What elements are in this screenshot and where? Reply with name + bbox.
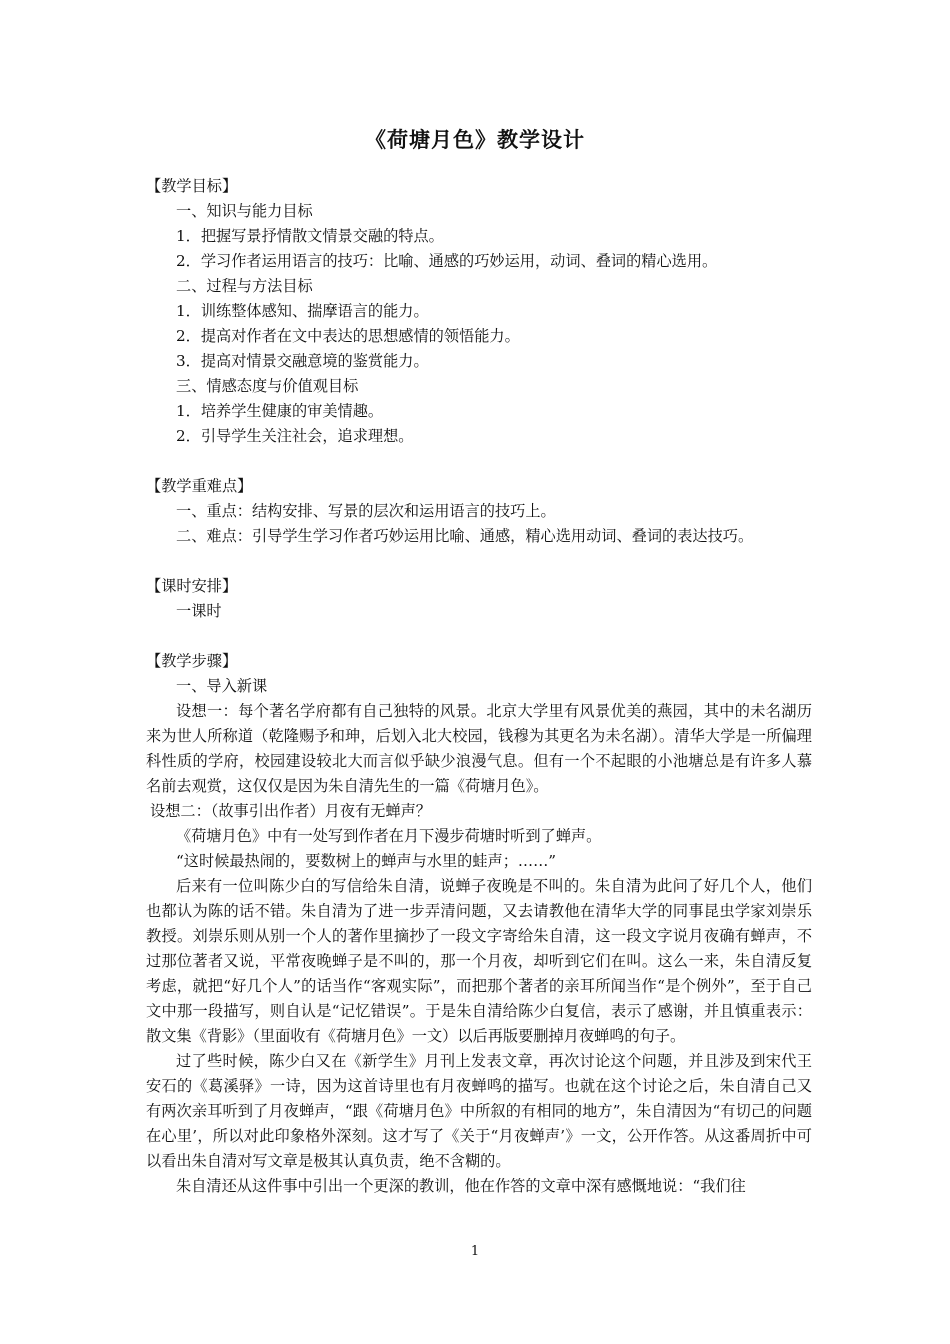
document-title: 《荷塘月色》教学设计	[365, 127, 585, 152]
keypoint-line: 一、重点：结构安排、写景的层次和运用语言的技巧上。	[176, 502, 556, 520]
section-heading-steps: 【教学步骤】	[146, 652, 238, 670]
section-heading-keypoints: 【教学重难点】	[146, 477, 253, 495]
goal-line: 二、过程与方法目标	[176, 277, 313, 295]
goal-line: 1．把握写景抒情散文情景交融的特点。	[176, 227, 444, 245]
steps-subheading: 一、导入新课	[176, 677, 268, 695]
body-paragraph: 过了些时候，陈少白又在《新学生》月刊上发表文章，再次讨论这个问题，并且涉及到宋代王安石的《葛溪驿》一诗，因为这首诗里也有月夜蝉鸣的描写。也就在这个讨论之后，朱自清自己又有两次亲耳听到了月夜蝉声，“跟《荷塘月色》中所叙的有相同的地方”，朱自清因为“有切己的问题在心里’，所以对此印象格外深刻。这才写了《关于“月夜蝉声’》一文，公开作答。从这番周折中可以看出朱自清对写文章是极其认真负责，绝不含糊的。	[146, 1052, 812, 1170]
goal-line: 1．训练整体感知、揣摩语言的能力。	[176, 302, 429, 320]
body-paragraph: 后来有一位叫陈少白的写信给朱自清，说蝉子夜晚是不叫的。朱自清为此问了好几个人，他们也都认为陈的话不错。朱自清为了进一步弄清问题，又去请教他在清华大学的同事昆虫学家刘崇乐教授。刘崇乐则从别一个人的著作里摘抄了一段文字寄给朱自清，这一段文字说月夜确有蝉声，不过那位著者又说，平常夜晚蝉子是不叫的，那一个月夜，却听到它们在叫。这么一来，朱自清反复考虑，就把“好几个人”的话当作“客观实际”，而把那个著者的亲耳所闻当作“是个例外”，至于自己文中那一段描写，则自认是“记忆错误”。于是朱自清给陈少白复信，表示了感谢，并且慎重表示：散文集《背影》（里面收有《荷塘月色》一文）以后再版要删掉月夜蝉鸣的句子。	[146, 877, 812, 1045]
goal-line: 2．提高对作者在文中表达的思想感情的领悟能力。	[176, 327, 520, 345]
section-heading-schedule: 【课时安排】	[146, 577, 238, 595]
goal-line: 三、情感态度与价值观目标	[176, 377, 359, 395]
body-paragraph: 设想一：每个著名学府都有自己独特的风景。北京大学里有风景优美的燕园，其中的未名湖历来为世人所称道（乾隆赐予和珅，后划入北大校园，钱穆为其更名为未名湖）。清华大学是一所偏理科性质的学府，校园建设较北大而言似乎缺少浪漫气息。但有一个不起眼的小池塘总是有许多人慕名前去观赏，这仅仅是因为朱自清先生的一篇《荷塘月色》。	[146, 702, 812, 795]
page-number: 1	[470, 1244, 480, 1259]
goal-line: 一、知识与能力目标	[176, 202, 313, 220]
section-heading-goals: 【教学目标】	[146, 177, 238, 195]
document-body	[146, 174, 812, 1199]
goal-line: 2．学习作者运用语言的技巧：比喻、通感的巧妙运用，动词、叠词的精心选用。	[176, 252, 718, 270]
goal-line: 2．引导学生关注社会，追求理想。	[176, 427, 414, 445]
body-paragraph: “这时候最热闹的，要数树上的蝉声与水里的蛙声；……”	[176, 852, 557, 870]
schedule-line: 一课时	[176, 602, 222, 620]
body-paragraph: 《荷塘月色》中有一处写到作者在月下漫步荷塘时听到了蝉声。	[176, 827, 602, 845]
goal-line: 1．培养学生健康的审美情趣。	[176, 402, 384, 420]
keypoint-line: 二、难点：引导学生学习作者巧妙运用比喻、通感，精心选用动词、叠词的表达技巧。	[176, 527, 754, 545]
body-paragraph: 设想二：（故事引出作者）月夜有无蝉声？	[150, 802, 431, 820]
goal-line: 3．提高对情景交融意境的鉴赏能力。	[176, 352, 429, 370]
body-paragraph: 朱自清还从这件事中引出一个更深的教训，他在作答的文章中深有感慨地说：“我们往	[176, 1177, 746, 1195]
